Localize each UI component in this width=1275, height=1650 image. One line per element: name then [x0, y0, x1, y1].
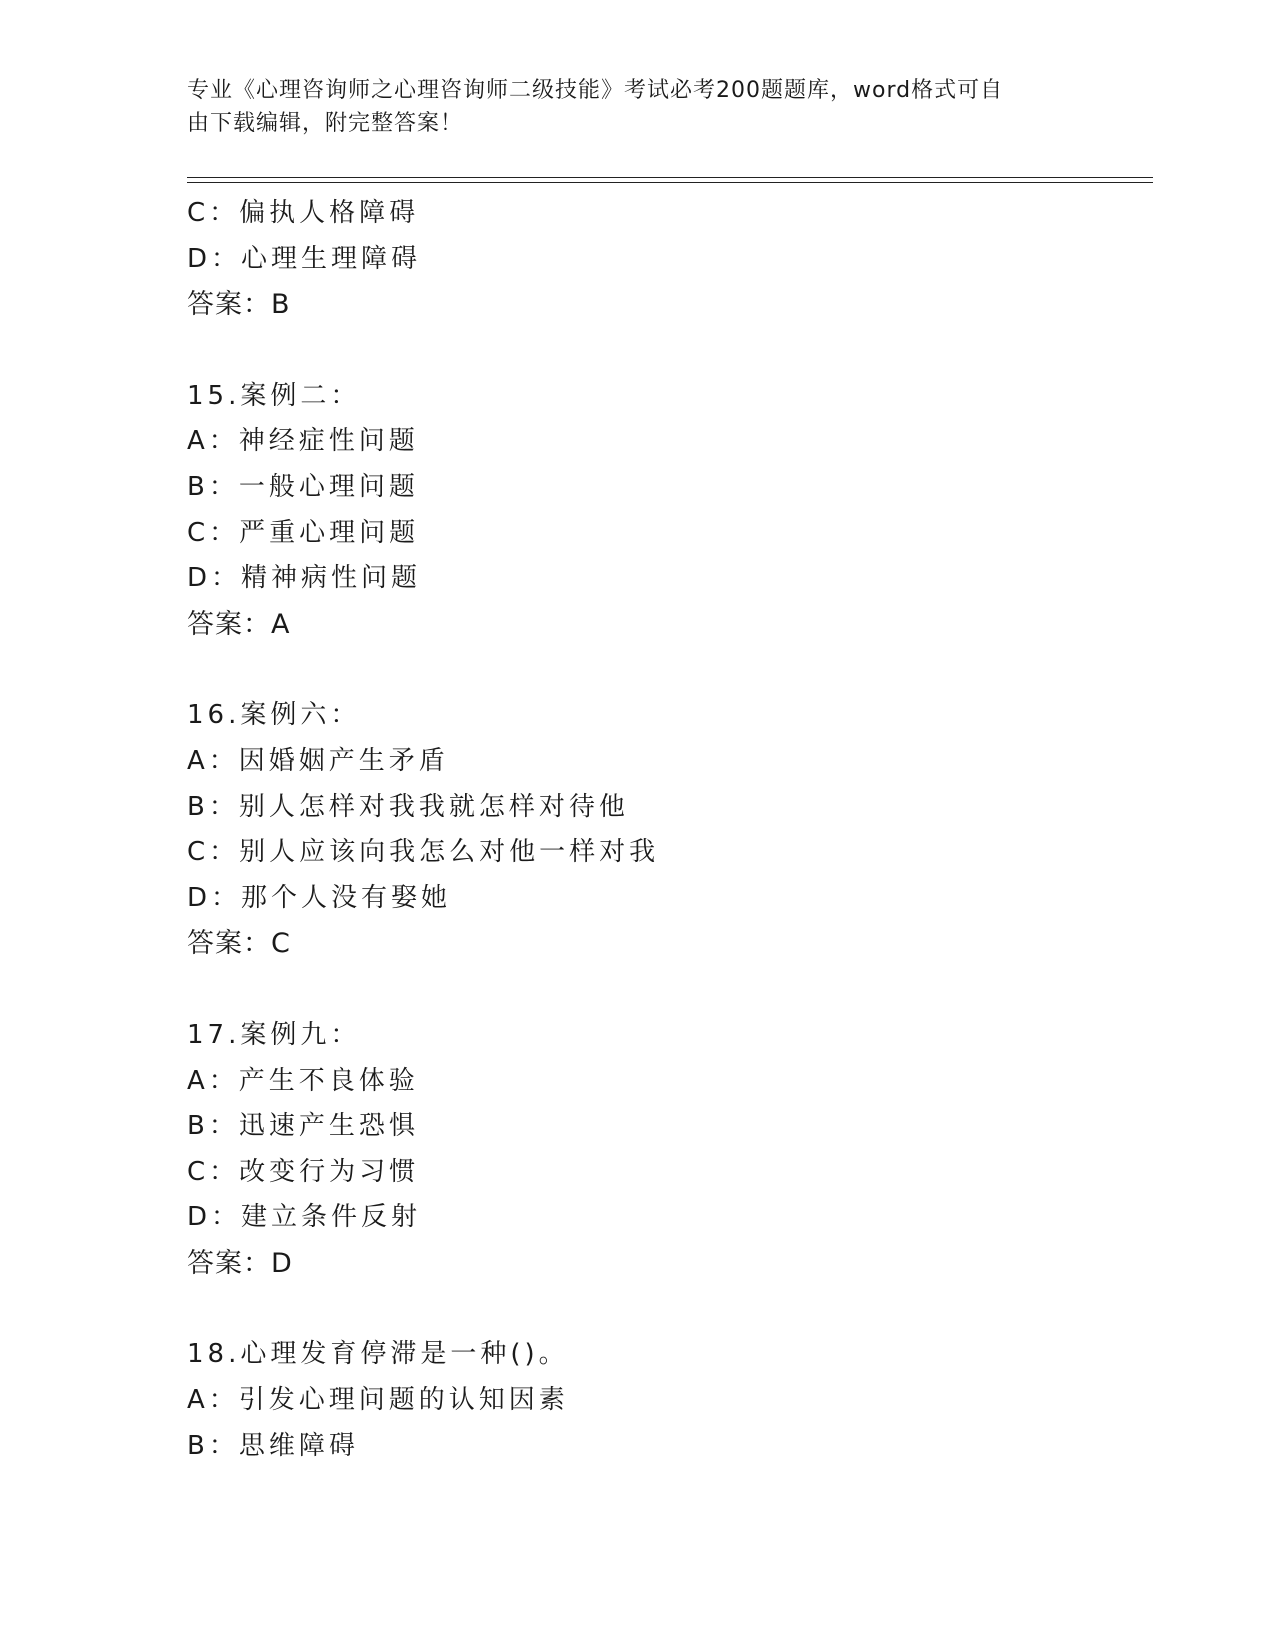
option-c: C：改变行为习惯 — [187, 1156, 420, 1187]
option-c: C：严重心理问题 — [187, 517, 420, 548]
option-d: D：建立条件反射 — [187, 1202, 422, 1233]
header-line-2: 由下载编辑，附完整答案！ — [187, 111, 464, 136]
spacer — [187, 328, 1153, 374]
spacer — [187, 967, 1153, 1013]
question-16 — [187, 693, 1153, 967]
question-stem: 16.案例六： — [187, 700, 361, 731]
answer: 答案：B — [187, 289, 291, 321]
option-c: C：别人应该向我怎么对他一样对我 — [187, 837, 660, 868]
option-a: A：产生不良体验 — [187, 1065, 419, 1096]
option-a: A：引发心理问题的认知因素 — [187, 1385, 569, 1416]
option-b: B：别人怎样对我我就怎样对待他 — [187, 791, 629, 822]
option-b: B：迅速产生恐惧 — [187, 1111, 419, 1142]
question-stem: 17.案例九： — [187, 1019, 361, 1050]
spacer — [187, 647, 1153, 693]
header-divider-bottom — [187, 182, 1153, 183]
question-18 — [187, 1332, 1153, 1469]
question-14-fragment — [187, 191, 1153, 328]
spacer — [187, 1286, 1153, 1332]
question-stem: 18.心理发育停滞是一种()。 — [187, 1339, 569, 1370]
question-stem: 15.案例二： — [187, 380, 361, 411]
header-divider-top — [187, 177, 1153, 178]
option-c: C：偏执人格障碍 — [187, 198, 420, 228]
option-d: D：心理生理障碍 — [187, 243, 422, 274]
question-17 — [187, 1013, 1153, 1287]
answer: 答案：A — [187, 608, 291, 640]
option-b: B：思维障碍 — [187, 1430, 359, 1461]
option-a: A：神经症性问题 — [187, 426, 419, 457]
answer: 答案：D — [187, 1247, 293, 1279]
option-d: D：那个人没有娶她 — [187, 882, 452, 913]
question-15 — [187, 374, 1153, 648]
document-header — [187, 74, 1087, 140]
option-b: B：一般心理问题 — [187, 471, 419, 502]
option-a: A：因婚姻产生矛盾 — [187, 745, 449, 776]
header-line-1: 专业《心理咨询师之心理咨询师二级技能》考试必考200题题库，word格式可自 — [187, 78, 1004, 103]
question-list — [187, 191, 1153, 1469]
option-d: D：精神病性问题 — [187, 563, 422, 594]
answer: 答案：C — [187, 928, 291, 960]
